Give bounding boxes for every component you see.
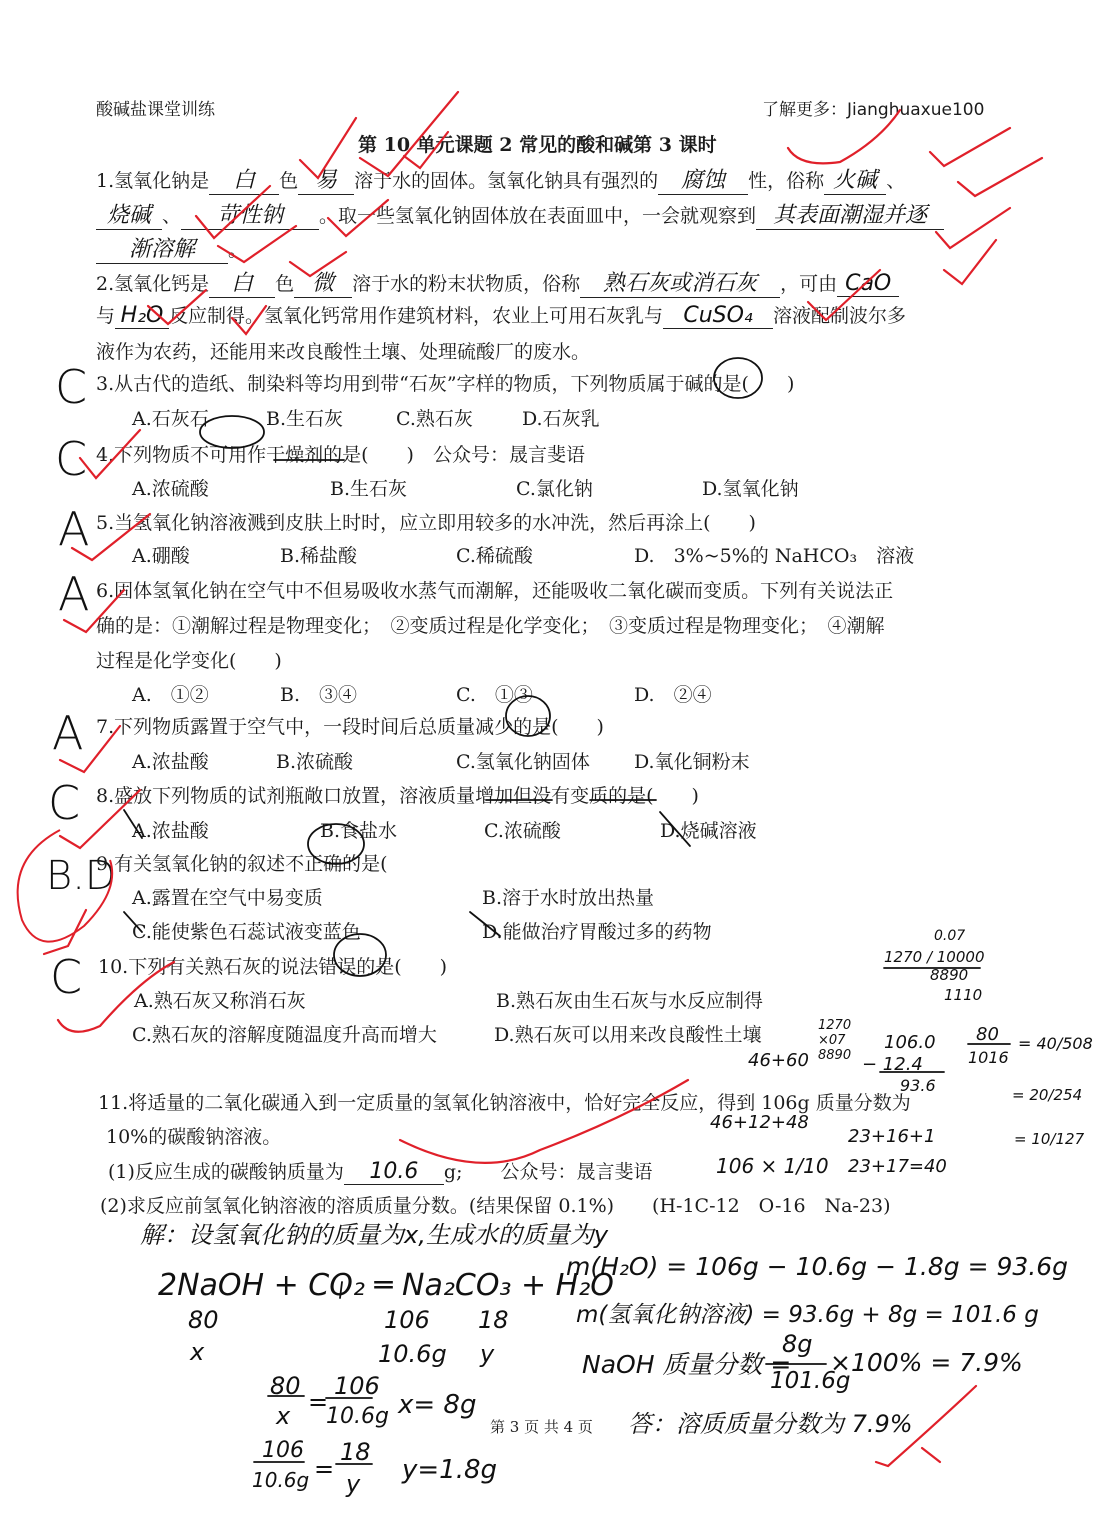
q6-option-b: B. ③④ — [280, 684, 358, 706]
q7-stem: 7.下列物质露置于空气中，一段时间后总质量减少的是( ) — [96, 716, 604, 738]
ratio2-lhs-den: 10.6g — [252, 1468, 310, 1492]
q10-option-d: D.熟石灰可以用来改良酸性土壤 — [494, 1024, 762, 1046]
q10-stem: 10.下列有关熟石灰的说法错误的是( ) — [98, 956, 448, 978]
solution-mr-water: 18 — [478, 1306, 509, 1334]
scratch-sum2: 46+12+48 — [710, 1112, 809, 1133]
cross-q9-d — [470, 912, 500, 936]
q6-stem-line2: 确的是：①潮解过程是物理变化； ②变质过程是化学变化； ③变质过程是物理变化； ④潮解 — [96, 615, 885, 637]
check-mark-2 — [360, 92, 458, 176]
q2-line1: 2.氢氧化钙是 白 色 微 溶于水的粉末状物质，俗称 熟石灰或消石灰 ，可由 CaO — [96, 266, 899, 298]
q10-option-c: C.熟石灰的溶解度随温度升高而增大 — [132, 1024, 437, 1046]
check-mark-18 — [64, 590, 124, 632]
circle-wrong — [334, 934, 386, 976]
q1-fill-color: 白 — [209, 163, 279, 195]
header-right: 了解更多：Jianghuaxue100 — [762, 100, 985, 120]
solution-fraction-result: ×100% = 7.9% — [830, 1348, 1023, 1377]
q1-line3: 渐溶解 。 — [96, 232, 247, 264]
red-check-marks — [44, 92, 1042, 1466]
q3-option-d: D.石灰乳 — [522, 408, 600, 430]
q4-option-a: A.浓硫酸 — [132, 478, 209, 500]
check-mark-22 — [58, 962, 174, 1032]
q5-option-a: A.硼酸 — [132, 545, 190, 567]
q8-option-a: A.浓盐酸 — [132, 820, 209, 842]
q7-handwritten-answer: A — [52, 706, 84, 760]
q7-option-b: B.浓硫酸 — [276, 751, 354, 773]
q4-handwritten-answer: C — [55, 432, 88, 486]
solution-fraction-num: 8g — [782, 1330, 813, 1358]
ratio1-equals: = — [308, 1388, 329, 1416]
scratch-frac-num: 80 — [976, 1024, 999, 1045]
q8-stem: 8.盛放下列物质的试剂瓶敞口放置，溶液质量增加但没有变质的是( ) — [96, 785, 699, 807]
ratio1-lhs-den: x — [276, 1402, 291, 1430]
check-mark-7 — [196, 186, 270, 238]
q11-fill-mass: 10.6 — [344, 1159, 444, 1185]
q7-option-a: A.浓盐酸 — [132, 751, 209, 773]
ratio2-result: y=1.8g — [402, 1455, 498, 1485]
scratch-frac-den: 1016 — [968, 1048, 1009, 1067]
pen-underlines — [124, 460, 1010, 1464]
q9-option-b: B.溶于水时放出热量 — [482, 887, 655, 909]
red-circle-q9 — [18, 830, 113, 942]
q9-stem: 9.有关氢氧化钠的叙述不正确的是( — [96, 853, 388, 875]
q2-fill-reactant2: H₂O — [115, 303, 169, 329]
scratch-mult-result: 8890 — [818, 1048, 852, 1063]
q1-fill-name3: 苛性钠 — [181, 198, 319, 230]
check-mark-16 — [80, 430, 140, 478]
ratio1-rhs-den: 10.6g — [326, 1404, 389, 1429]
solution-known-y: y — [480, 1340, 495, 1368]
q8-option-c: C.浓硫酸 — [484, 820, 561, 842]
solution-known-x: x — [190, 1338, 205, 1366]
q3-option-c: C.熟石灰 — [396, 408, 473, 430]
q3-stem: 3.从古代的造纸、制染料等均用到带“石灰”字样的物质，下列物质属于碱的是( ) — [96, 373, 795, 395]
check-mark-21 — [44, 910, 86, 954]
scratch-mult-factor: ×07 — [818, 1033, 846, 1048]
check-mark-10 — [218, 226, 296, 262]
q9-handwritten-answer: B.D — [46, 853, 116, 899]
solution-mr-naoh: 80 — [188, 1306, 219, 1334]
check-mark-15 — [232, 306, 266, 334]
q1-fill-property: 腐蚀 — [658, 163, 748, 195]
solution-intro: 解：设氢氧化钠的质量为x,生成水的质量为y — [140, 1221, 609, 1249]
solution-fraction-label: NaOH 质量分数 = — [582, 1350, 792, 1379]
equation-arrow-mark — [340, 1282, 342, 1298]
q9-option-a: A.露置在空气中易变质 — [132, 887, 323, 909]
scratch-frac-simplified: = 40/508 — [1018, 1034, 1093, 1053]
q2-line3: 液作为农药，还能用来改良酸性土壤、处理硫酸厂的废水。 — [96, 341, 591, 363]
q7-option-d: D.氧化铜粉末 — [634, 751, 750, 773]
circle-belongs-to — [714, 358, 762, 398]
circle-not-correct — [308, 824, 364, 864]
q5-handwritten-answer: A — [58, 502, 90, 556]
ratio1-lhs-num: 80 — [270, 1372, 301, 1400]
check-mark-24 — [876, 1386, 976, 1466]
q1-line1: 1.氢氧化钠是 白 色 易 溶于水的固体。氢氧化钠具有强烈的 腐蚀 性，俗称 火碱 、 — [96, 163, 905, 195]
ratio1-rhs-num: 106 — [334, 1372, 380, 1400]
solution-answer: 答：溶质质量分数为 7.9% — [628, 1410, 913, 1438]
q4-option-d: D.氢氧化钠 — [702, 478, 799, 500]
ratio2-lhs-num: 106 — [262, 1438, 304, 1463]
q1-line2: 烧碱 、 苛性钠 。取一些氢氧化钠固体放在表面皿中，一会就观察到 其表面潮湿并逐 — [96, 198, 944, 230]
solution-fraction-den: 101.6g — [770, 1368, 851, 1394]
q5-stem: 5.当氢氧化钠溶液溅到皮肤上时时，应立即用较多的水冲洗，然后再涂上( ) — [96, 512, 756, 534]
q3-option-b: B.生石灰 — [266, 408, 344, 430]
scratch-quotient: 0.07 — [934, 928, 966, 944]
q1-fill-obs2: 渐溶解 — [96, 232, 228, 264]
q5-option-b: B.稀盐酸 — [280, 545, 358, 567]
ratio2-equals: = — [314, 1455, 335, 1483]
solution-known-na2co3: 10.6g — [378, 1340, 447, 1368]
q11-stem: 11.将适量的二氧化碳通入到一定质量的氢氧化钠溶液中，恰好完全反应，得到 106g 质量分数为 — [98, 1092, 911, 1114]
q6-option-a: A. ①② — [132, 684, 209, 706]
q2-line2: 与 H₂O 反应制得。氢氧化钙常用作建筑材料，农业上可用石灰乳与 CuSO₄ 溶液配制波尔多 — [96, 303, 907, 328]
cross-q8-d — [660, 812, 690, 846]
circle-cannot — [200, 416, 264, 448]
q2-fill-solution: CuSO₄ — [663, 303, 773, 329]
q7-option-c: C.氢氧化钠固体 — [456, 751, 590, 773]
ratio2-rhs-den: y — [346, 1470, 361, 1498]
scratch-product2: 106 × 1/10 — [716, 1154, 829, 1178]
check-mark-19 — [60, 726, 120, 772]
ratio2-rhs-num: 18 — [340, 1438, 371, 1466]
q3-handwritten-answer: C — [55, 360, 88, 414]
check-mark-5 — [930, 128, 1010, 166]
scratch-product: 8890 — [930, 966, 969, 984]
q4-stem: 4.下列物质不可用作干燥剂的是( ) 公众号：晟言斐语 — [96, 444, 585, 466]
q2-fill-reactant1: CaO — [837, 271, 899, 297]
header-left: 酸碱盐课堂训练 — [96, 100, 215, 120]
scratch-sum4: 23+17=40 — [848, 1156, 947, 1177]
q9-option-d: D.能做治疗胃酸过多的药物 — [482, 921, 712, 943]
scratch-sum1: 46+60 — [748, 1050, 809, 1071]
q10-handwritten-answer: C — [50, 950, 83, 1004]
scratch-division: 1270 / 10000 — [884, 948, 985, 966]
q5-option-c: C.稀硫酸 — [456, 545, 533, 567]
q6-stem: 6.固体氢氧化钠在空气中不但易吸收水蒸气而潮解，还能吸收二氧化碳而变质。下列有关说法正 — [96, 580, 894, 602]
scratch-frac3: = 10/127 — [1014, 1130, 1085, 1148]
scratch-frac2: = 20/254 — [1012, 1086, 1083, 1104]
q2-fill-name: 熟石灰或消石灰 — [580, 266, 780, 298]
q11-sub2: (2)求反应前氢氧化钠溶液的溶质质量分数。(结果保留 0.1%) (H-1C-12 O-16 Na-23) — [100, 1195, 891, 1217]
check-mark-9 — [936, 208, 1010, 248]
check-mark-23 — [400, 1080, 688, 1163]
check-mark-14 — [148, 290, 206, 324]
check-mark-25 — [922, 1448, 940, 1462]
q8-handwritten-answer: C — [48, 776, 81, 830]
solution-water-mass: m(H₂O) = 106g − 10.6g − 1.8g = 93.6g — [566, 1252, 1069, 1281]
q11-stem-line2: 10%的碳酸钠溶液。 — [106, 1126, 282, 1148]
scratch-sub-bottom: − 12.4 — [862, 1054, 923, 1075]
scratch-remainder: 1110 — [944, 986, 983, 1004]
q11-sub1: (1)反应生成的碳酸钠质量为 10.6 g; 公众号：晟言斐语 — [108, 1159, 653, 1184]
q6-stem-line3: 过程是化学变化( ) — [96, 650, 282, 672]
q1-fill-solubility: 易 — [298, 163, 354, 195]
cross-q9-c — [124, 912, 142, 932]
q6-option-d: D. ②④ — [634, 684, 712, 706]
ratio1-result: x= 8g — [398, 1390, 477, 1420]
circle-decrease — [506, 696, 550, 736]
q6-handwritten-answer: A — [58, 567, 90, 621]
scratch-sub-top: 106.0 — [884, 1032, 936, 1053]
page-number: 第 3 页 共 4 页 — [490, 1418, 593, 1436]
q1-fill-name1: 火碱 — [824, 163, 886, 195]
q10-option-b: B.熟石灰由生石灰与水反应制得 — [496, 990, 764, 1012]
scratch-sum3: 23+16+1 — [848, 1126, 936, 1147]
q4-option-c: C.氯化钠 — [516, 478, 593, 500]
q1-fill-obs1: 其表面潮湿并逐 — [756, 198, 944, 230]
page-title: 第 10 单元课题 2 常见的酸和碱第 3 课时 — [358, 134, 717, 156]
check-mark-4 — [788, 110, 900, 163]
q4-option-b: B.生石灰 — [330, 478, 408, 500]
scratch-sub-result: 93.6 — [900, 1076, 936, 1095]
solution-equation: 2NaOH + CO₂ ═ Na₂CO₃ + H₂O — [158, 1268, 614, 1303]
q2-fill-solubility: 微 — [294, 266, 352, 298]
solution-mr-na2co3: 106 — [384, 1306, 430, 1334]
q2-fill-color: 白 — [209, 266, 275, 298]
q8-option-d: D.烧碱溶液 — [660, 820, 757, 842]
check-mark-17 — [72, 514, 150, 560]
check-mark-13 — [808, 270, 880, 320]
q3-option-a: A.石灰石 — [132, 408, 209, 430]
check-mark-6 — [958, 158, 1042, 196]
check-mark-11 — [290, 252, 346, 276]
cross-q8-a — [124, 810, 142, 838]
check-mark-8 — [328, 200, 388, 236]
q5-option-d: D. 3%~5%的 NaHCO₃ 溶液 — [634, 545, 915, 567]
q9-option-c: C.能使紫色石蕊试液变蓝色 — [132, 921, 361, 943]
q10-option-a: A.熟石灰又称消石灰 — [134, 990, 306, 1012]
check-mark-20 — [60, 790, 140, 848]
check-mark-1 — [300, 118, 356, 178]
q9-red-loop — [18, 830, 113, 942]
solution-naoh-solution-mass: m(氢氧化钠溶液) = 93.6g + 8g = 101.6 g — [576, 1302, 1039, 1328]
scratch-mult-top: 1270 — [818, 1018, 852, 1033]
q6-option-c: C. ①③ — [456, 684, 533, 706]
q8-option-b: B.食盐水 — [320, 820, 398, 842]
pen-circles — [200, 358, 762, 976]
q1-fill-name2: 烧碱 — [96, 198, 162, 230]
